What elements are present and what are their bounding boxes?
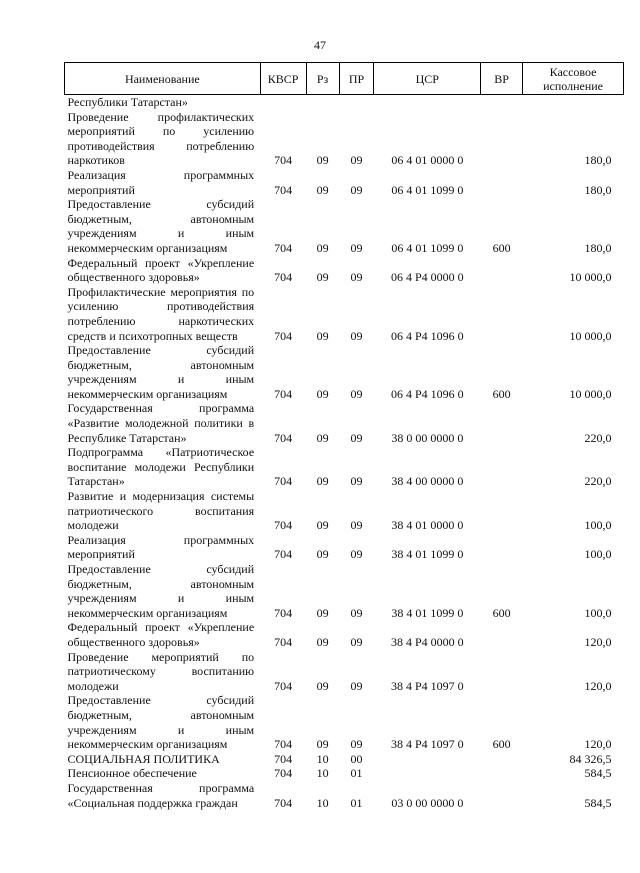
row-csr: 38 0 00 0000 0 bbox=[391, 430, 464, 445]
row-kvsr: 704 bbox=[274, 547, 293, 562]
row-amount: 10 000,0 bbox=[569, 270, 612, 285]
row-name: Пенсионное обеспечение bbox=[67, 766, 197, 781]
row-amount bbox=[523, 95, 624, 110]
row-name: Федеральный проект «Укрепление общественного здоровья» bbox=[67, 620, 255, 649]
row-kvsr: 704 bbox=[274, 751, 293, 766]
column-header-csr: ЦСР bbox=[374, 63, 481, 95]
row-csr: 38 4 P4 1097 0 bbox=[390, 678, 464, 693]
column-header-rz: Рз bbox=[306, 63, 339, 95]
row-amount: 220,0 bbox=[584, 474, 612, 489]
row-name: Реализация программных мероприятий bbox=[67, 167, 255, 197]
row-kvsr: 704 bbox=[274, 153, 293, 168]
row-pr: 09 bbox=[350, 678, 363, 693]
row-vr bbox=[481, 285, 523, 343]
row-name: Предоставление субсидий бюджетным, автономным учреждениям и иным некоммерческим организациям bbox=[67, 562, 255, 620]
row-csr: 03 0 00 0000 0 bbox=[391, 795, 464, 810]
row-rz: 09 bbox=[316, 270, 329, 285]
row-csr: 38 4 00 0000 0 bbox=[391, 474, 464, 489]
table-row bbox=[65, 489, 624, 533]
row-kvsr: 704 bbox=[274, 766, 293, 781]
table-row bbox=[65, 650, 624, 694]
row-name: Подпрограмма «Патриотическое воспитание молодежи Республики Татарстан» bbox=[67, 445, 255, 489]
table-row bbox=[65, 781, 624, 810]
row-csr bbox=[374, 766, 481, 781]
row-pr: 09 bbox=[350, 430, 363, 445]
row-csr bbox=[374, 752, 481, 767]
row-name: Предоставление субсидий бюджетным, автономным учреждениям и иным некоммерческим организациям bbox=[67, 343, 255, 401]
row-name: Государственная программа «Социальная поддержка граждан bbox=[67, 780, 255, 810]
row-vr bbox=[481, 620, 523, 649]
row-rz: 09 bbox=[316, 678, 329, 693]
table-row bbox=[65, 256, 624, 285]
row-kvsr: 704 bbox=[274, 605, 293, 620]
row-name: Предоставление субсидий бюджетным, автономным учреждениям и иным некоммерческим организациям bbox=[67, 197, 255, 255]
column-header-name: Наименование bbox=[65, 63, 261, 95]
row-pr: 09 bbox=[350, 270, 363, 285]
row-csr: 38 4 P4 0000 0 bbox=[390, 634, 464, 649]
table-row bbox=[65, 168, 624, 197]
row-name: СОЦИАЛЬНАЯ ПОЛИТИКА bbox=[67, 751, 220, 766]
row-name: Реализация программных мероприятий bbox=[67, 532, 255, 562]
row-csr: 06 4 P4 0000 0 bbox=[390, 270, 464, 285]
row-kvsr: 704 bbox=[274, 737, 293, 752]
row-rz: 09 bbox=[316, 240, 329, 255]
table-row bbox=[65, 401, 624, 445]
row-amount: 180,0 bbox=[584, 240, 612, 255]
row-kvsr: 704 bbox=[274, 518, 293, 533]
row-vr bbox=[481, 781, 523, 810]
row-pr: 09 bbox=[350, 474, 363, 489]
row-kvsr: 704 bbox=[274, 270, 293, 285]
row-vr bbox=[481, 752, 523, 767]
row-kvsr: 704 bbox=[274, 430, 293, 445]
row-vr bbox=[481, 533, 523, 562]
row-vr bbox=[481, 401, 523, 445]
row-pr: 09 bbox=[350, 518, 363, 533]
table-row bbox=[65, 620, 624, 649]
row-rz: 09 bbox=[316, 518, 329, 533]
row-name: Проведение мероприятий по патриотическому воспитанию молодежи bbox=[67, 649, 255, 693]
row-rz: 10 bbox=[316, 751, 329, 766]
row-name: Предоставление субсидий бюджетным, автономным учреждениям и иным некоммерческим организациям bbox=[67, 693, 255, 752]
table-row bbox=[65, 533, 624, 562]
row-kvsr bbox=[260, 95, 306, 110]
row-rz: 09 bbox=[316, 182, 329, 197]
row-pr: 09 bbox=[350, 605, 363, 620]
row-amount: 180,0 bbox=[584, 153, 612, 168]
table-body bbox=[65, 95, 624, 811]
row-pr: 01 bbox=[350, 766, 363, 781]
row-vr bbox=[481, 445, 523, 489]
row-rz: 09 bbox=[316, 605, 329, 620]
table-row bbox=[65, 343, 624, 401]
row-amount: 100,0 bbox=[584, 547, 612, 562]
row-csr: 06 4 P4 1096 0 bbox=[390, 386, 464, 401]
table-header bbox=[65, 63, 624, 95]
row-pr: 09 bbox=[350, 634, 363, 649]
table-row bbox=[65, 285, 624, 343]
table-row bbox=[65, 562, 624, 620]
row-vr: 600 bbox=[492, 737, 511, 752]
row-csr: 06 4 01 1099 0 bbox=[391, 240, 464, 255]
row-rz: 09 bbox=[316, 430, 329, 445]
row-amount: 10 000,0 bbox=[569, 328, 612, 343]
row-pr bbox=[339, 95, 374, 110]
row-vr bbox=[481, 489, 523, 533]
row-vr: 600 bbox=[492, 386, 511, 401]
row-pr: 09 bbox=[350, 737, 363, 752]
row-rz: 09 bbox=[316, 737, 329, 752]
row-name: Профилактические мероприятия по усилению противодействия потреблению наркотических средств и психотропных веществ bbox=[67, 284, 255, 343]
row-csr: 38 4 01 0000 0 bbox=[391, 518, 464, 533]
row-pr: 01 bbox=[350, 795, 363, 810]
row-pr: 09 bbox=[350, 153, 363, 168]
row-rz: 09 bbox=[316, 153, 329, 168]
row-amount: 120,0 bbox=[584, 678, 612, 693]
column-header-kvsr: КВСР bbox=[260, 63, 306, 95]
row-vr: 600 bbox=[492, 605, 511, 620]
row-rz: 10 bbox=[316, 795, 329, 810]
row-csr: 38 4 01 1099 0 bbox=[391, 547, 464, 562]
row-csr: 06 4 P4 1096 0 bbox=[390, 328, 464, 343]
row-csr: 38 4 P4 1097 0 bbox=[390, 737, 464, 752]
row-rz: 10 bbox=[316, 766, 329, 781]
row-pr: 00 bbox=[350, 751, 363, 766]
row-kvsr: 704 bbox=[274, 795, 293, 810]
table-row bbox=[65, 766, 624, 781]
row-vr bbox=[481, 168, 523, 197]
row-pr: 09 bbox=[350, 328, 363, 343]
row-rz: 09 bbox=[316, 328, 329, 343]
row-vr bbox=[481, 766, 523, 781]
row-amount: 584,5 bbox=[584, 795, 612, 810]
table-row bbox=[65, 110, 624, 168]
row-name: Развитие и модернизация системы патриотического воспитания молодежи bbox=[67, 489, 255, 533]
row-amount: 120,0 bbox=[584, 737, 612, 752]
row-csr: 06 4 01 0000 0 bbox=[391, 153, 464, 168]
row-amount: 100,0 bbox=[584, 605, 612, 620]
row-name: Федеральный проект «Укрепление общественного здоровья» bbox=[67, 255, 255, 285]
row-pr: 09 bbox=[350, 240, 363, 255]
column-header-amount: Кассовое исполнение bbox=[523, 63, 624, 95]
table-row bbox=[65, 197, 624, 255]
row-vr: 600 bbox=[492, 240, 511, 255]
row-name: Республики Татарстан» bbox=[67, 95, 188, 109]
row-rz bbox=[306, 95, 339, 110]
row-csr: 38 4 01 1099 0 bbox=[391, 605, 464, 620]
row-name: Проведение профилактических мероприятий по усилению противодействия потреблению наркотиков bbox=[67, 109, 255, 168]
row-amount: 120,0 bbox=[584, 634, 612, 649]
column-header-vr: ВР bbox=[481, 63, 523, 95]
row-name: Государственная программа «Развитие молодежной политики в Республике Татарстан» bbox=[67, 401, 255, 445]
column-header-pr: ПР bbox=[339, 63, 374, 95]
table-row bbox=[65, 752, 624, 767]
row-amount: 220,0 bbox=[584, 430, 612, 445]
row-rz: 09 bbox=[316, 386, 329, 401]
row-amount: 180,0 bbox=[584, 182, 612, 197]
row-csr: 06 4 01 1099 0 bbox=[391, 182, 464, 197]
row-vr bbox=[481, 95, 523, 110]
row-rz: 09 bbox=[316, 634, 329, 649]
row-kvsr: 704 bbox=[274, 386, 293, 401]
row-amount: 84 326,5 bbox=[569, 751, 612, 766]
row-pr: 09 bbox=[350, 182, 363, 197]
row-kvsr: 704 bbox=[274, 678, 293, 693]
row-rz: 09 bbox=[316, 474, 329, 489]
row-kvsr: 704 bbox=[274, 182, 293, 197]
row-amount: 10 000,0 bbox=[569, 386, 612, 401]
budget-execution-table bbox=[64, 62, 624, 810]
row-pr: 09 bbox=[350, 386, 363, 401]
table-row bbox=[65, 445, 624, 489]
row-amount: 100,0 bbox=[584, 518, 612, 533]
row-vr bbox=[481, 256, 523, 285]
row-vr bbox=[481, 110, 523, 168]
table-row bbox=[65, 95, 624, 110]
row-pr: 09 bbox=[350, 547, 363, 562]
row-amount: 584,5 bbox=[584, 766, 612, 781]
row-rz: 09 bbox=[316, 547, 329, 562]
row-kvsr: 704 bbox=[274, 474, 293, 489]
row-kvsr: 704 bbox=[274, 328, 293, 343]
row-kvsr: 704 bbox=[274, 240, 293, 255]
page-number: 47 bbox=[314, 38, 326, 52]
row-kvsr: 704 bbox=[274, 634, 293, 649]
row-vr bbox=[481, 650, 523, 694]
table-row bbox=[65, 693, 624, 751]
row-csr bbox=[374, 95, 481, 110]
